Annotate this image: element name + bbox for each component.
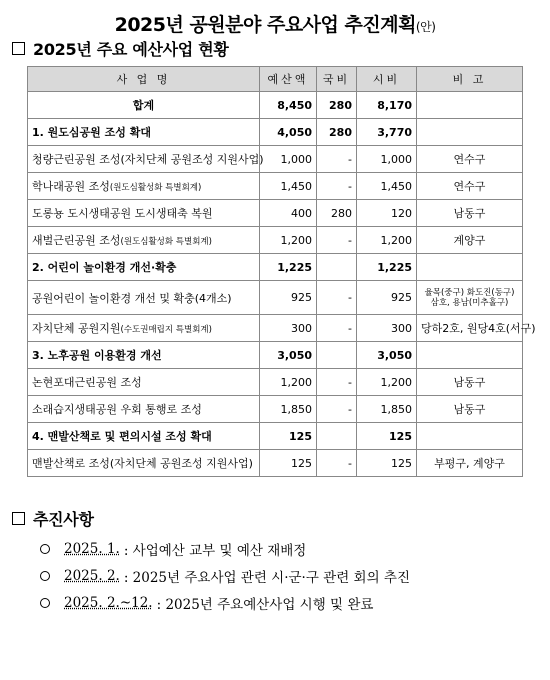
schedule-text: : 사업예산 교부 및 예산 재배정 (123, 542, 307, 559)
row-budget: 1,200 (260, 369, 317, 396)
header-budget: 예산액 (260, 67, 317, 92)
total-city: 8,170 (357, 92, 417, 119)
row-project-name: 학나래공원 조성(원도심활성화 특별회계) (28, 173, 260, 200)
row-project-name: 논현포대근린공원 조성 (28, 369, 260, 396)
schedule-text: : 2025년 주요예산사업 시행 및 완료 (156, 596, 374, 613)
row-city: 125 (357, 450, 417, 477)
row-national: - (317, 315, 357, 342)
table-row (28, 200, 523, 227)
row-note: 계양구 (417, 227, 523, 254)
row-budget: 1,000 (260, 146, 317, 173)
row-project-name: 새벌근린공원 조성(원도심활성화 특별회계) (28, 227, 260, 254)
row-project-name: 도롱뇽 도시생태공원 도시생태축 복원 (28, 200, 260, 227)
row-note (417, 119, 523, 146)
row-project-name: 청량근린공원 조성(자치단체 공원조성 지원사업) (28, 146, 260, 173)
row-note (417, 254, 523, 281)
row-note: 연수구 (417, 146, 523, 173)
table-row (28, 173, 523, 200)
row-city: 125 (357, 423, 417, 450)
row-city: 1,450 (357, 173, 417, 200)
header-national: 국비 (317, 67, 357, 92)
row-subnote: (원도심활성화 특별회계) (109, 183, 202, 193)
row-city: 1,850 (357, 396, 417, 423)
row-national: - (317, 396, 357, 423)
table-row (28, 369, 523, 396)
row-note (417, 342, 523, 369)
row-budget: 125 (260, 423, 317, 450)
row-project-name: 3. 노후공원 이용환경 개선 (28, 342, 260, 369)
row-budget: 125 (260, 450, 317, 477)
row-national: - (317, 281, 357, 315)
header-note: 비 고 (417, 67, 523, 92)
section-progress-heading: 추진사항 (12, 507, 94, 530)
row-note: 남동구 (417, 200, 523, 227)
row-budget: 1,200 (260, 227, 317, 254)
circle-bullet-icon (40, 598, 50, 608)
row-city: 3,770 (357, 119, 417, 146)
row-project-name: 1. 원도심공원 조성 확대 (28, 119, 260, 146)
row-note: 당하2호, 원당4호(서구) (417, 315, 523, 342)
row-city: 300 (357, 315, 417, 342)
row-national (317, 342, 357, 369)
total-note (417, 92, 523, 119)
row-project-name: 4. 맨발산책로 및 편의시설 조성 확대 (28, 423, 260, 450)
row-city: 1,225 (357, 254, 417, 281)
row-city: 925 (357, 281, 417, 315)
row-city: 1,200 (357, 227, 417, 254)
budget-table (27, 66, 536, 477)
row-budget: 3,050 (260, 342, 317, 369)
table-row (28, 227, 523, 254)
table-row (28, 119, 523, 146)
total-national: 280 (317, 92, 357, 119)
header-city: 시비 (357, 67, 417, 92)
row-national: - (317, 173, 357, 200)
row-note: 남동구 (417, 396, 523, 423)
row-note: 연수구 (417, 173, 523, 200)
row-project-name: 2. 어린이 놀이환경 개선·확충 (28, 254, 260, 281)
checkbox-square-icon (12, 42, 25, 55)
checkbox-square-icon (12, 512, 25, 525)
row-national: - (317, 227, 357, 254)
table-row (28, 146, 523, 173)
row-project-name: 소래습지생태공원 우회 통행로 조성 (28, 396, 260, 423)
row-budget: 925 (260, 281, 317, 315)
row-city: 120 (357, 200, 417, 227)
row-subnote: (원도심활성화 특별회계) (120, 237, 212, 247)
table-header-row (28, 67, 523, 92)
row-budget: 1,450 (260, 173, 317, 200)
circle-bullet-icon (40, 571, 50, 581)
row-city: 1,000 (357, 146, 417, 173)
schedule-text: : 2025년 주요사업 관련 시·군·구 관련 회의 추진 (123, 569, 411, 586)
table-row (28, 342, 523, 369)
row-budget: 1,225 (260, 254, 317, 281)
row-note: 남동구 (417, 369, 523, 396)
schedule-date: 2025. 1. (64, 540, 120, 557)
schedule-item (40, 535, 410, 562)
row-national (317, 423, 357, 450)
table-row (28, 423, 523, 450)
table-row (28, 254, 523, 281)
row-subnote: (수도권매립지 특별회계) (120, 325, 212, 335)
table-row (28, 281, 523, 315)
schedule-list (40, 535, 410, 616)
row-national (317, 254, 357, 281)
row-note: 부평구, 계양구 (417, 450, 523, 477)
table-row (28, 450, 523, 477)
table-row (28, 396, 523, 423)
row-national: - (317, 450, 357, 477)
schedule-item (40, 562, 410, 589)
row-budget: 1,850 (260, 396, 317, 423)
row-project-name: 공원어린이 놀이환경 개선 및 확충(4개소) (28, 281, 260, 315)
row-budget: 400 (260, 200, 317, 227)
row-note: 율목(중구) 화도진(동구) 삼호, 용남(미추홀구) (417, 281, 523, 315)
row-budget: 4,050 (260, 119, 317, 146)
schedule-item (40, 589, 410, 616)
section-budget-heading: 2025년 주요 예산사업 현황 (12, 37, 229, 60)
circle-bullet-icon (40, 544, 50, 554)
title-suffix: (안) (415, 20, 436, 34)
total-label: 합계 (28, 92, 260, 119)
row-national: 280 (317, 200, 357, 227)
table-row (28, 315, 523, 342)
schedule-date: 2025. 2. (64, 567, 120, 584)
schedule-date: 2025. 2.~12. (64, 594, 153, 611)
header-project-name: 사 업 명 (28, 67, 260, 92)
row-project-name: 자치단체 공원지원(수도권매립지 특별회계) (28, 315, 260, 342)
row-city: 3,050 (357, 342, 417, 369)
row-note (417, 423, 523, 450)
row-project-name: 맨발산책로 조성(자치단체 공원조성 지원사업) (28, 450, 260, 477)
row-budget: 300 (260, 315, 317, 342)
page-title: 2025년 공원분야 주요사업 추진계획(안) (114, 14, 436, 36)
row-national: 280 (317, 119, 357, 146)
table-row-total (28, 92, 523, 119)
row-national: - (317, 146, 357, 173)
row-city: 1,200 (357, 369, 417, 396)
row-national: - (317, 369, 357, 396)
total-budget: 8,450 (260, 92, 317, 119)
